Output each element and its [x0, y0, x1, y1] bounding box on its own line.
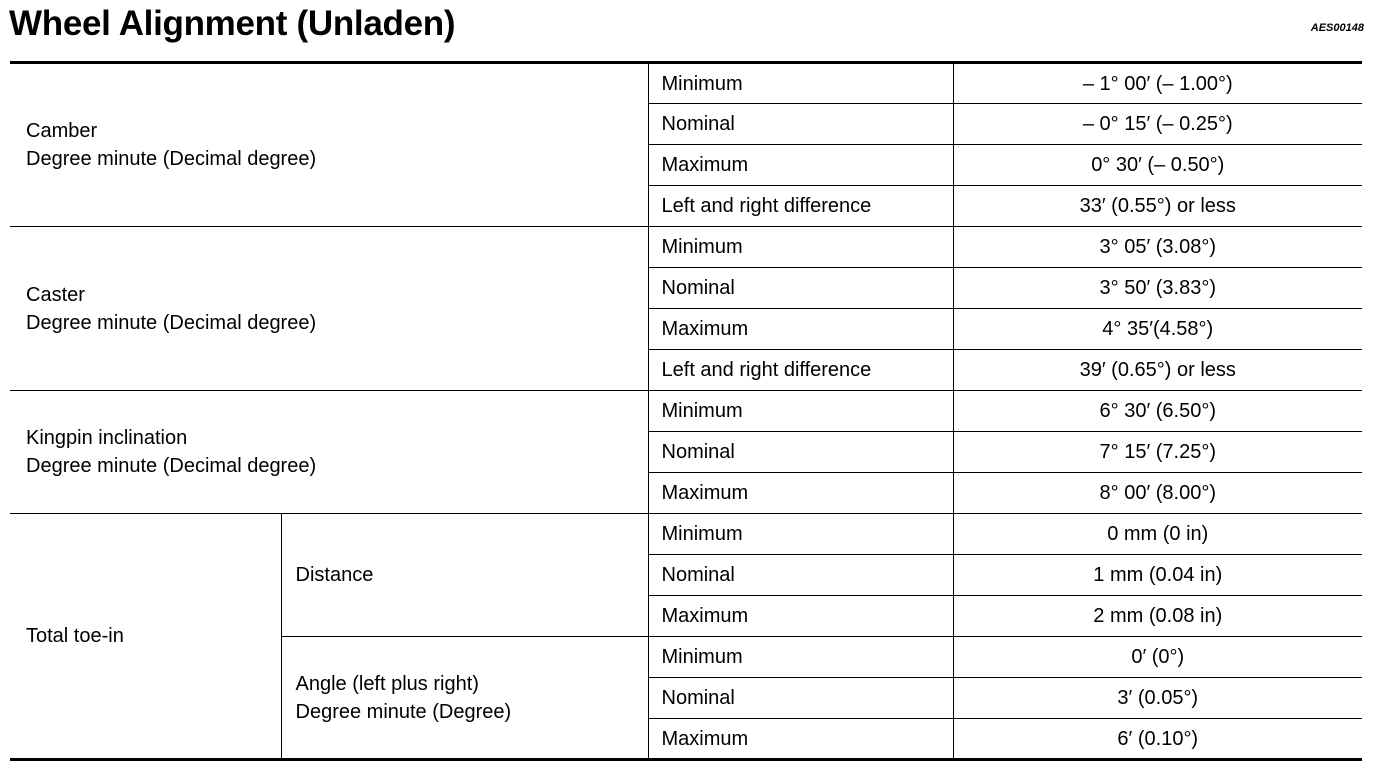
spec-value: – 0° 15′ (– 0.25°): [953, 104, 1362, 145]
spec-value: 39′ (0.65°) or less: [953, 350, 1362, 391]
spec-label: Left and right difference: [648, 350, 953, 391]
spec-value: 7° 15′ (7.25°): [953, 432, 1362, 473]
spec-label: Minimum: [648, 514, 953, 555]
table-row: [10, 63, 1362, 104]
spec-value: 8° 00′ (8.00°): [953, 473, 1362, 514]
spec-label: Nominal: [648, 104, 953, 145]
toe-in-angle-cell: [281, 637, 648, 760]
spec-value: 6′ (0.10°): [953, 719, 1362, 760]
spec-label: Maximum: [648, 719, 953, 760]
distance-name: Distance: [295, 564, 374, 586]
spec-value: 3′ (0.05°): [953, 678, 1362, 719]
angle-name: Angle (left plus right): [295, 672, 479, 695]
document-code: AES00148: [1310, 22, 1364, 34]
spec-label: Maximum: [648, 473, 953, 514]
spec-label: Nominal: [648, 678, 953, 719]
toe-in-distance-cell: [281, 514, 648, 637]
spec-value: 6° 30′ (6.50°): [953, 391, 1362, 432]
angle-unit: Degree minute (Degree): [295, 700, 512, 723]
spec-label: Minimum: [648, 391, 953, 432]
camber-unit: Degree minute (Decimal degree): [26, 148, 317, 170]
kingpin-unit: Degree minute (Decimal degree): [26, 455, 317, 477]
spec-label: Left and right difference: [648, 186, 953, 227]
wheel-alignment-table: [10, 61, 1362, 761]
spec-value: 3° 50′ (3.83°): [953, 268, 1362, 309]
spec-label: Maximum: [648, 145, 953, 186]
spec-value: 33′ (0.55°) or less: [953, 186, 1362, 227]
spec-label: Minimum: [648, 227, 953, 268]
table-row: [10, 514, 1362, 555]
caster-unit: Degree minute (Decimal degree): [26, 311, 317, 334]
table-row: [10, 227, 1362, 268]
spec-value: 3° 05′ (3.08°): [953, 227, 1362, 268]
camber-item-cell: [10, 63, 648, 227]
spec-label: Minimum: [648, 63, 953, 104]
caster-name: Caster: [26, 283, 85, 306]
spec-value: 1 mm (0.04 in): [953, 555, 1362, 596]
spec-value: 0° 30′ (– 0.50°): [953, 145, 1362, 186]
caster-item-cell: [10, 227, 648, 391]
spec-label: Nominal: [648, 555, 953, 596]
spec-label: Maximum: [648, 309, 953, 350]
kingpin-name: Kingpin inclination: [26, 427, 188, 449]
toe-in-item-cell: [10, 514, 281, 760]
table-row: [10, 391, 1362, 432]
spec-value: 0′ (0°): [953, 637, 1362, 678]
spec-label: Maximum: [648, 596, 953, 637]
spec-label: Nominal: [648, 268, 953, 309]
toe-in-name: Total toe-in: [26, 625, 124, 647]
spec-label: Nominal: [648, 432, 953, 473]
spec-value: – 1° 00′ (– 1.00°): [953, 63, 1362, 104]
spec-value: 4° 35′(4.58°): [953, 309, 1362, 350]
kingpin-item-cell: [10, 391, 648, 514]
camber-name: Camber: [26, 120, 98, 142]
spec-value: 2 mm (0.08 in): [953, 596, 1362, 637]
spec-value: 0 mm (0 in): [953, 514, 1362, 555]
page-title: Wheel Alignment (Unladen): [9, 4, 456, 43]
spec-label: Minimum: [648, 637, 953, 678]
